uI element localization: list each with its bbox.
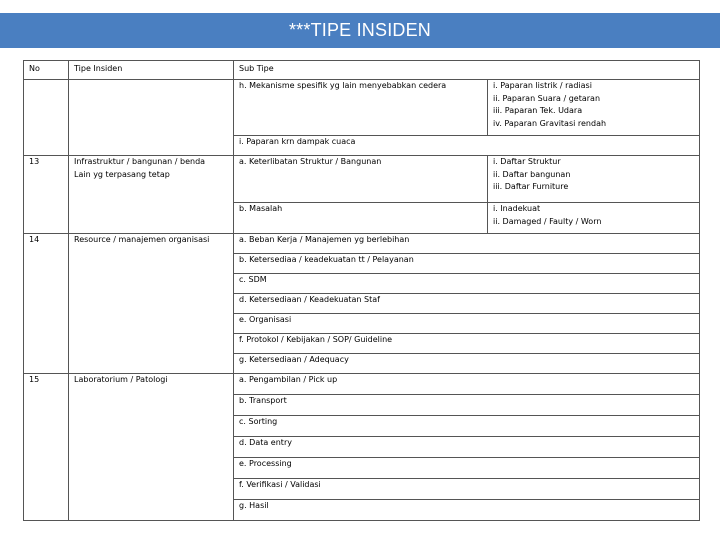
page-title: ***TIPE INSIDEN: [288, 20, 432, 40]
list-item: i. Daftar Struktur: [493, 157, 561, 166]
list-item: iii. Daftar Furniture: [493, 182, 569, 191]
sub-type-14a: a. Beban Kerja / Manajemen yg berlebihan: [234, 234, 700, 254]
sub-type-13b-details: [488, 203, 700, 234]
sub-type-i: i. Paparan krn dampak cuaca: [234, 136, 700, 156]
type-line: Lain yg terpasang tetap: [74, 169, 170, 179]
sub-type-14e: e. Organisasi: [234, 314, 700, 334]
list-item: iii. Paparan Tek. Udara: [493, 106, 583, 115]
sub-type-14d: d. Ketersediaan / Keadekuatan Staf: [234, 294, 700, 314]
sub-type-15a: a. Pengambilan / Pick up: [234, 374, 700, 395]
list-item: ii. Damaged / Faulty / Worn: [493, 216, 602, 226]
sub-type-13a-details: [488, 156, 700, 203]
cell-no-empty: [24, 80, 69, 156]
header-sub-tipe: Sub Tipe: [234, 61, 700, 80]
list-item: iv. Paparan Gravitasi rendah: [493, 118, 607, 128]
sub-type-15b: b. Transport: [234, 395, 700, 416]
sub-type-13a: a. Keterlibatan Struktur / Bangunan: [234, 156, 488, 203]
sub-type-14c: c. SDM: [234, 274, 700, 294]
cell-type-15: Laboratorium / Patologi: [69, 374, 234, 521]
cell-no-15: 15: [24, 374, 69, 521]
sub-type-15f: f. Verifikasi / Validasi: [234, 479, 700, 500]
sub-type-14g: g. Ketersediaan / Adequacy: [234, 354, 700, 374]
incident-type-table: [23, 60, 700, 521]
list-item: i. Paparan listrik / radiasi: [493, 81, 592, 90]
list-item: ii. Daftar bangunan: [493, 169, 571, 179]
table-row: [24, 156, 700, 203]
cell-type-empty: [69, 80, 234, 156]
sub-type-13b: b. Masalah: [234, 203, 488, 234]
sub-type-h-details: [488, 80, 700, 136]
list-item: ii. Paparan Suara / getaran: [493, 93, 601, 103]
sub-type-15c: c. Sorting: [234, 416, 700, 437]
list-item: i. Inadekuat: [493, 204, 541, 213]
cell-type-14: Resource / manajemen organisasi: [69, 234, 234, 374]
table-row: [24, 374, 700, 395]
cell-no-13: 13: [24, 156, 69, 234]
sub-type-15g: g. Hasil: [234, 500, 700, 521]
cell-type-13: [69, 156, 234, 234]
table-row: [24, 80, 700, 136]
sub-type-h: h. Mekanisme spesifik yg lain menyebabkan cedera: [234, 80, 488, 136]
type-line: Infrastruktur / bangunan / benda: [74, 157, 206, 166]
sub-type-14f: f. Protokol / Kebijakan / SOP/ Guideline: [234, 334, 700, 354]
sub-type-15d: d. Data entry: [234, 437, 700, 458]
header-no: No: [24, 61, 69, 80]
sub-type-14b: b. Ketersediaa / keadekuatan tt / Pelayanan: [234, 254, 700, 274]
table-row: [24, 234, 700, 254]
header-tipe-insiden: Tipe Insiden: [69, 61, 234, 80]
cell-no-14: 14: [24, 234, 69, 374]
title-bar: [0, 13, 720, 48]
table-header-row: [24, 61, 700, 80]
sub-type-15e: e. Processing: [234, 458, 700, 479]
